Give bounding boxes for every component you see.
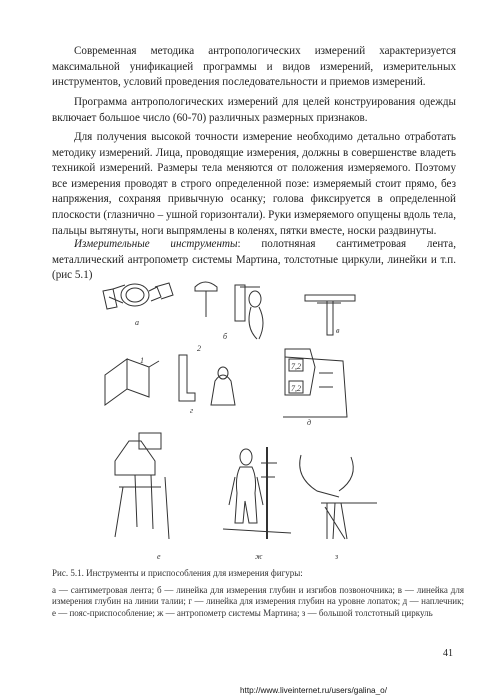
belt-device-drawing: [115, 433, 169, 539]
label-7-2-lower: 7,2: [291, 384, 301, 393]
label-zh: ж: [255, 552, 263, 561]
figure-caption-title: Рис. 5.1. Инструменты и приспособления для измерения фигуры:: [52, 568, 303, 578]
shoulder-piece-drawing: [283, 349, 347, 417]
spine-ruler-drawing: [195, 282, 263, 339]
label-z: з: [335, 552, 339, 561]
page-number: 41: [443, 648, 453, 659]
figure-caption-text: а — сантиметровая лента; б — линейка для измерения глубин и изгибов позвоночника; в — линейка для измерения глубин на линии талии; г — линейка для измерения глубин на уровне лопаток; д — наплечник; е — пояс-приспособление; ж — антропометр системы Мартина; з — большой толстотный циркуль: [52, 585, 464, 618]
martin-anthropometer-drawing: [223, 447, 291, 539]
paragraph-methodology: Современная методика антропологических измерений характеризуется максимальной унификацией программы и видов измерений, измерительных инструментов, условий проведения последовательности и приемов измерений.: [52, 45, 456, 89]
tape-measure-drawing: [103, 283, 173, 309]
figure-5-1-instruments: [95, 277, 465, 565]
scapula-ruler-drawing: [105, 355, 235, 405]
label-d: д: [307, 418, 312, 427]
label-part-1: 1: [140, 356, 144, 365]
label-v: в: [336, 326, 340, 335]
large-caliper-drawing: [300, 455, 377, 539]
label-7-2-upper: 7,2: [291, 362, 301, 371]
footer-url: http://www.liveinternet.ru/users/galina_o/: [240, 686, 387, 695]
label-b: б: [223, 332, 228, 341]
figure-labels: [135, 318, 340, 561]
label-g: г: [190, 406, 194, 415]
label-e: е: [157, 552, 161, 561]
instruments-rest: : полотняная сантиметровая лента, металлический антропометр системы Мартина, толстотные циркули, линейки и т.п. (рис 5.1): [52, 238, 456, 282]
instruments-lead: Измерительные инструменты: [74, 238, 238, 250]
paragraph-program: Программа антропологических измерений для целей конструирования одежды включает большое число (60-70) различных размерных признаков.: [52, 96, 456, 124]
label-part-2: 2: [197, 344, 201, 353]
waist-ruler-drawing: [305, 295, 355, 335]
label-a: а: [135, 318, 139, 327]
paragraph-accuracy: Для получения высокой точности измерение необходимо детально отработать методику измерений. Лица, проводящие измерения, должны в совершенстве владеть техникой измерений. Размеры тела меняются от положения измеряемого. Поэтому все измерения проводят в строго определенной позе: измеряемый стоит прямо, без напряжения, сохраняя привычную осанку; голова фиксируется в определенной плоскости (глазнично – ушной горизонтали). Руки измеряемого опущены вдоль тела, пальцы вытянуты, ноги выпрямлены в коленях, пятки вместе, носки раздвинуты.: [52, 131, 456, 237]
